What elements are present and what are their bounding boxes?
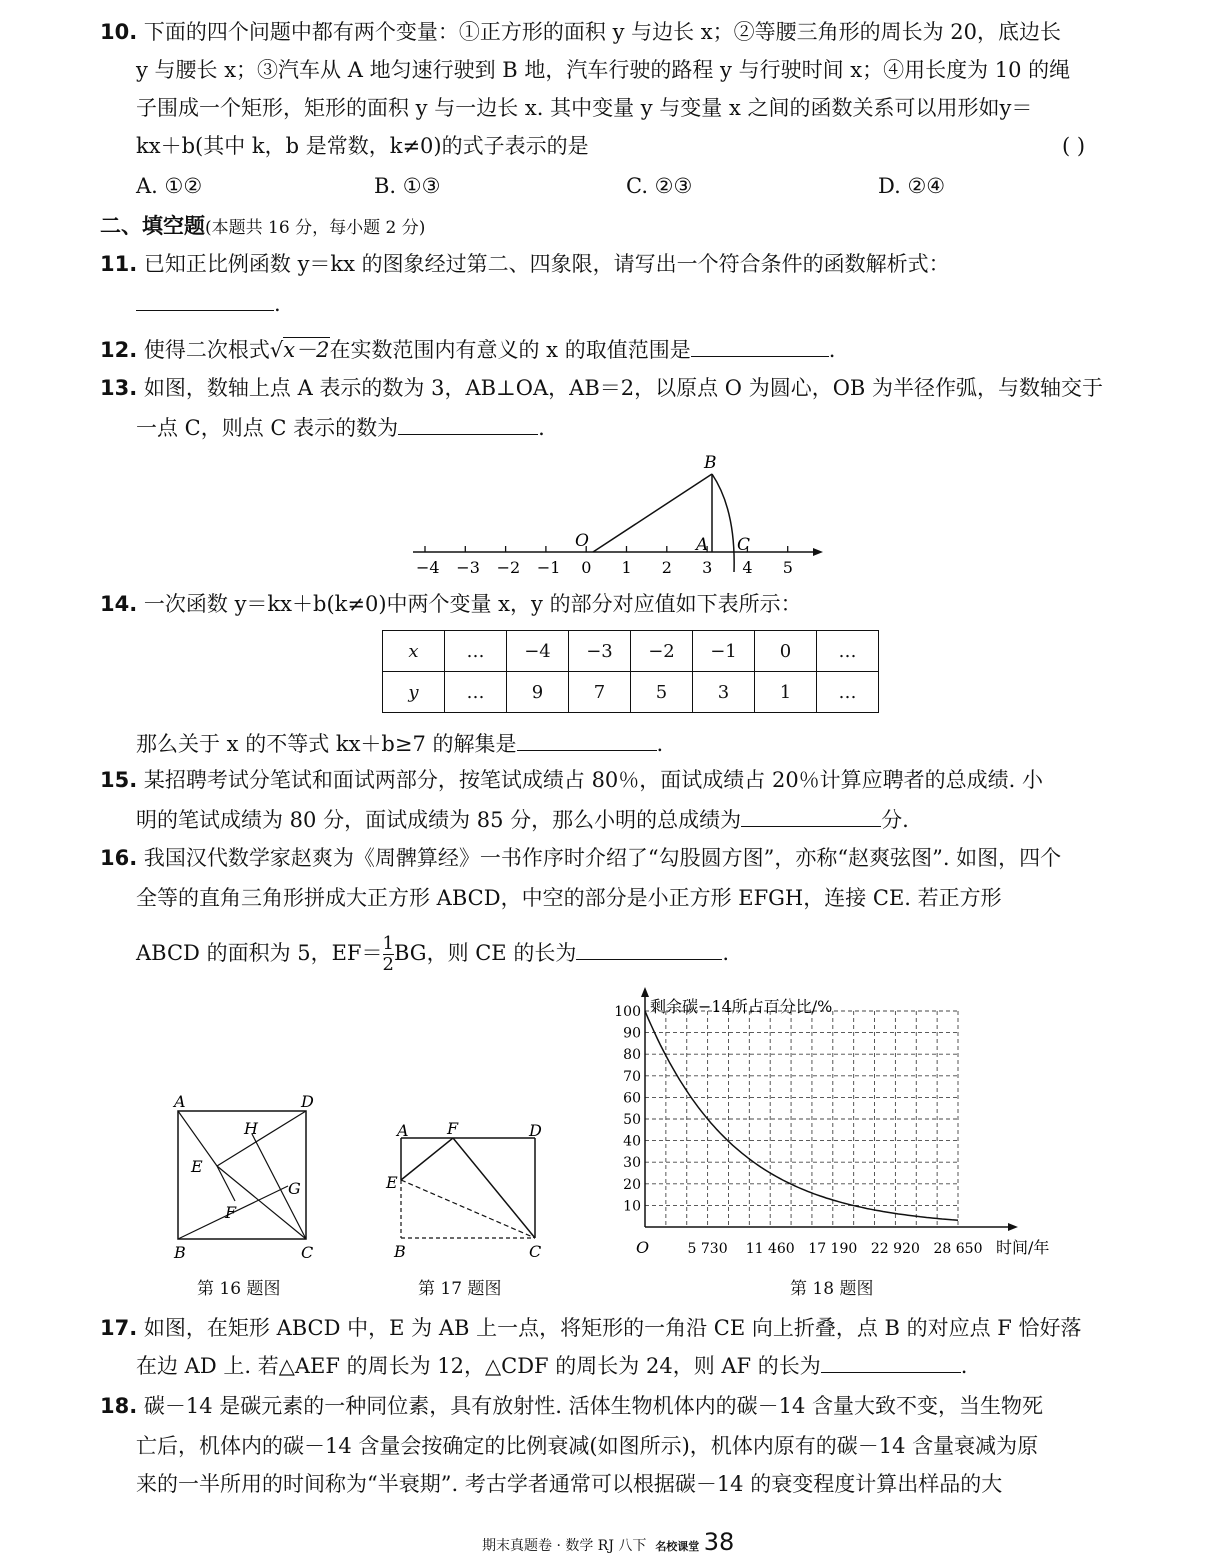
q13-number-line-figure: [405, 450, 835, 585]
tick-label: −4: [416, 558, 440, 577]
q16-fraction: [383, 934, 394, 975]
chart-tick-labels: [614, 1004, 982, 1257]
q14-text: 一次函数 y＝kx＋b(k≠0)中两个变量 x，y 的部分对应值如下表所示：: [144, 592, 802, 616]
crease-ec-dashed: [401, 1180, 535, 1238]
q10-line1: [100, 18, 1061, 46]
label-h: H: [243, 1119, 259, 1138]
table-cell: …: [445, 631, 507, 672]
footer-text: 期末真题卷 · 数学 RJ 八下: [482, 1538, 646, 1554]
table-cell: 3: [693, 672, 755, 713]
y-tick-label: 70: [623, 1069, 641, 1085]
tick-label: 3: [702, 558, 712, 577]
tick-label: 5: [783, 558, 793, 577]
q16-text-3a: ABCD 的面积为 5，EF＝: [136, 941, 383, 965]
table-cell: …: [817, 631, 879, 672]
table-row: [383, 631, 879, 672]
table-cell: −1: [693, 631, 755, 672]
segment-ef: [401, 1138, 453, 1180]
tick-label: −2: [497, 558, 521, 577]
label-e: E: [190, 1157, 203, 1176]
label-d: D: [300, 1092, 314, 1111]
fraction-numerator: 1: [383, 934, 394, 955]
decay-curve: [645, 1011, 958, 1220]
q18-number: 18.: [100, 1394, 137, 1418]
q14-answer-blank[interactable]: [517, 730, 657, 751]
label-c: C: [529, 1242, 541, 1261]
q12-period: .: [829, 338, 836, 362]
label-o: O: [575, 531, 589, 551]
y-tick-label: 80: [623, 1047, 641, 1063]
label-a: A: [694, 535, 708, 555]
q17-line1: [100, 1314, 1082, 1342]
q10-option-d: D. ②④: [878, 172, 945, 200]
q16-period: .: [722, 941, 729, 965]
q11-number: 11.: [100, 252, 137, 276]
y-tick-label: 90: [623, 1026, 641, 1042]
page-number: 38: [704, 1528, 735, 1556]
label-f: F: [224, 1203, 237, 1222]
q14-value-table: [382, 630, 879, 713]
q15-unit: 分.: [881, 808, 909, 832]
page-footer: [482, 1528, 734, 1556]
table-cell: 1: [755, 672, 817, 713]
table-cell: x: [383, 631, 445, 672]
q13-answer-blank[interactable]: [398, 414, 538, 435]
y-tick-label: 60: [623, 1090, 641, 1106]
table-cell: 9: [507, 672, 569, 713]
label-a: A: [172, 1092, 186, 1111]
table-row: [383, 672, 879, 713]
q17-answer-blank[interactable]: [821, 1352, 961, 1373]
tick-label: 0: [581, 558, 591, 577]
x-tick-label: 28 650: [934, 1241, 983, 1257]
table-cell: −3: [569, 631, 631, 672]
q17-number: 17.: [100, 1316, 137, 1340]
label-a: A: [395, 1121, 409, 1140]
chart-grid: [645, 1011, 958, 1227]
q17-text: 如图，在矩形 ABCD 中，E 为 AB 上一点，将矩形的一角沿 CE 向上折叠，点 B 的对应点 F 恰好落: [144, 1316, 1082, 1340]
q16-number: 16.: [100, 846, 137, 870]
q11-period: .: [274, 292, 281, 316]
q18-line2: 亡后，机体内的碳－14 含量会按确定的比例衰减(如图所示)，机体内原有的碳－14 含量衰减为原: [136, 1432, 1038, 1460]
origin-label: O: [636, 1238, 649, 1257]
q16-text: 我国汉代数学家赵爽为《周髀算经》一书作序时介绍了“勾股圆方图”，亦称“赵爽弦图”. 如图，四个: [144, 846, 1061, 870]
label-c: C: [301, 1243, 313, 1262]
fig16-caption: 第 16 题图: [197, 1274, 280, 1299]
q15-answer-blank[interactable]: [741, 806, 881, 827]
tick-label: 4: [742, 558, 752, 577]
table-cell: 0: [755, 631, 817, 672]
sqrt-sign: √: [270, 338, 283, 362]
label-e: E: [385, 1173, 398, 1192]
q11-text: 已知正比例函数 y＝kx 的图象经过第二、四象限，请写出一个符合条件的函数解析式：: [144, 252, 950, 276]
q14-period: .: [657, 732, 664, 756]
label-b: B: [393, 1242, 406, 1261]
q11-line1: [100, 250, 950, 278]
q10-number: 10.: [100, 20, 137, 44]
q18-decay-chart: [600, 985, 1070, 1260]
q16-line3: [136, 934, 729, 975]
q17-fold-figure: [380, 1115, 555, 1270]
q16-line2: 全等的直角三角形拼成大正方形 ABCD，中空的部分是小正方形 EFGH，连接 CE. 若正方形: [136, 884, 1002, 912]
y-tick-label: 30: [623, 1155, 641, 1171]
q13-period: .: [538, 416, 545, 440]
q14-line2: [136, 730, 663, 758]
section-heading: [100, 212, 425, 242]
q13-line1: [100, 374, 1103, 402]
y-tick-label: 40: [623, 1134, 641, 1150]
q16-zhao-shuang-figure: [165, 1090, 325, 1270]
q13-line2: [136, 414, 545, 442]
q12-number: 12.: [100, 338, 137, 362]
label-b: B: [703, 453, 717, 473]
q14-line1: [100, 590, 802, 618]
q13-text: 如图，数轴上点 A 表示的数为 3，AB⊥OA，AB＝2，以原点 O 为圆心，OB 为半径作弧，与数轴交于: [144, 376, 1103, 400]
y-tick-label: 20: [623, 1177, 641, 1193]
y-tick-label: 100: [614, 1004, 641, 1020]
q12-answer-blank[interactable]: [691, 336, 829, 357]
q10-answer-paren: ( ): [1062, 132, 1085, 160]
y-tick-label: 50: [623, 1112, 641, 1128]
q15-text-2: 明的笔试成绩为 80 分，面试成绩为 85 分，那么小明的总成绩为: [136, 808, 741, 832]
label-d: D: [528, 1121, 542, 1140]
tick-label: −3: [456, 558, 480, 577]
tick-label: −1: [537, 558, 561, 577]
q15-number: 15.: [100, 768, 137, 792]
q18-line1: [100, 1392, 1043, 1420]
table-cell: …: [817, 672, 879, 713]
q12-radicand: x－2: [283, 337, 329, 362]
q10-line4: kx＋b(其中 k，b 是常数，k≠0)的式子表示的是: [136, 132, 589, 160]
q12-text-pre: 使得二次根式: [144, 338, 270, 362]
x-tick-label: 11 460: [746, 1241, 795, 1257]
q11-line2: [136, 290, 281, 318]
label-c: C: [737, 535, 750, 555]
q10-option-a: A. ①②: [136, 172, 202, 200]
q10-line3: 子围成一个矩形，矩形的面积 y 与一边长 x. 其中变量 y 与变量 x 之间的函数关系可以用形如y＝: [136, 94, 1032, 122]
label-g: G: [288, 1179, 301, 1198]
x-tick-label: 22 920: [871, 1241, 920, 1257]
q10-option-c: C. ②③: [626, 172, 692, 200]
q10-line2: y 与腰长 x；③汽车从 A 地匀速行驶到 B 地，汽车行驶的路程 y 与行驶时间 x；④用长度为 10 的绳: [136, 56, 1070, 84]
x-tick-label: 17 190: [808, 1241, 857, 1257]
q10-option-b: B. ①③: [374, 172, 440, 200]
q14-text-2: 那么关于 x 的不等式 kx＋b≥7 的解集是: [136, 732, 517, 756]
q16-answer-blank[interactable]: [576, 939, 722, 960]
label-b: B: [173, 1243, 186, 1262]
y-tick-label: 10: [623, 1198, 641, 1214]
q15-line1: [100, 766, 1043, 794]
footer-brand: 名校课堂: [655, 1540, 699, 1553]
q16-text-3b: BG，则 CE 的长为: [394, 941, 576, 965]
x-axis-arrow: [1008, 1223, 1018, 1231]
table-cell: −4: [507, 631, 569, 672]
segment-ob: [593, 474, 712, 552]
q13-text-2: 一点 C，则点 C 表示的数为: [136, 416, 398, 440]
y-axis-arrow: [641, 987, 649, 997]
axis-arrow: [813, 548, 823, 556]
q17-line2: [136, 1352, 967, 1380]
fig17-caption: 第 17 题图: [418, 1274, 501, 1299]
table-cell: 5: [631, 672, 693, 713]
tick-label: 1: [622, 558, 632, 577]
line-e-f: [217, 1166, 235, 1201]
y-axis-label: 剩余碳−14所占百分比/%: [650, 997, 832, 1016]
q18-text: 碳－14 是碳元素的一种同位素，具有放射性. 活体生物机体内的碳－14 含量大致不变，当生物死: [144, 1394, 1043, 1418]
tick-label: 2: [662, 558, 672, 577]
x-tick-label: 5 730: [688, 1241, 728, 1257]
table-cell: y: [383, 672, 445, 713]
q12-text-post: 在实数范围内有意义的 x 的取值范围是: [330, 338, 691, 362]
q10-text-1: 下面的四个问题中都有两个变量：①正方形的面积 y 与边长 x；②等腰三角形的周长为 20，底边长: [144, 20, 1061, 44]
table-cell: 7: [569, 672, 631, 713]
line-d-e: [217, 1111, 306, 1166]
q15-line2: [136, 806, 909, 834]
label-f: F: [446, 1119, 459, 1138]
table-cell: …: [445, 672, 507, 713]
fraction-denominator: 2: [383, 955, 394, 975]
q17-text-2: 在边 AD 上. 若△AEF 的周长为 12，△CDF 的周长为 24，则 AF 的长为: [136, 1354, 821, 1378]
table-cell: −2: [631, 631, 693, 672]
q15-text: 某招聘考试分笔试和面试两部分，按笔试成绩占 80％，面试成绩占 20％计算应聘者的总成绩. 小: [144, 768, 1043, 792]
q14-number: 14.: [100, 592, 137, 616]
section-title: 二、填空题: [100, 214, 205, 238]
q11-answer-blank[interactable]: [136, 290, 274, 311]
q12-line1: [100, 336, 835, 364]
x-axis-label: 时间/年: [996, 1238, 1049, 1257]
q16-line1: [100, 844, 1061, 872]
arc-bc: [712, 474, 734, 572]
q18-line3: 来的一半所用的时间称为“半衰期”. 考古学者通常可以根据碳－14 的衰变程度计算出样品的大: [136, 1470, 1002, 1498]
q17-period: .: [961, 1354, 968, 1378]
section-note: (本题共 16 分，每小题 2 分): [205, 218, 425, 238]
segment-fc: [453, 1138, 535, 1238]
q13-number: 13.: [100, 376, 137, 400]
fig18-caption: 第 18 题图: [790, 1274, 873, 1299]
